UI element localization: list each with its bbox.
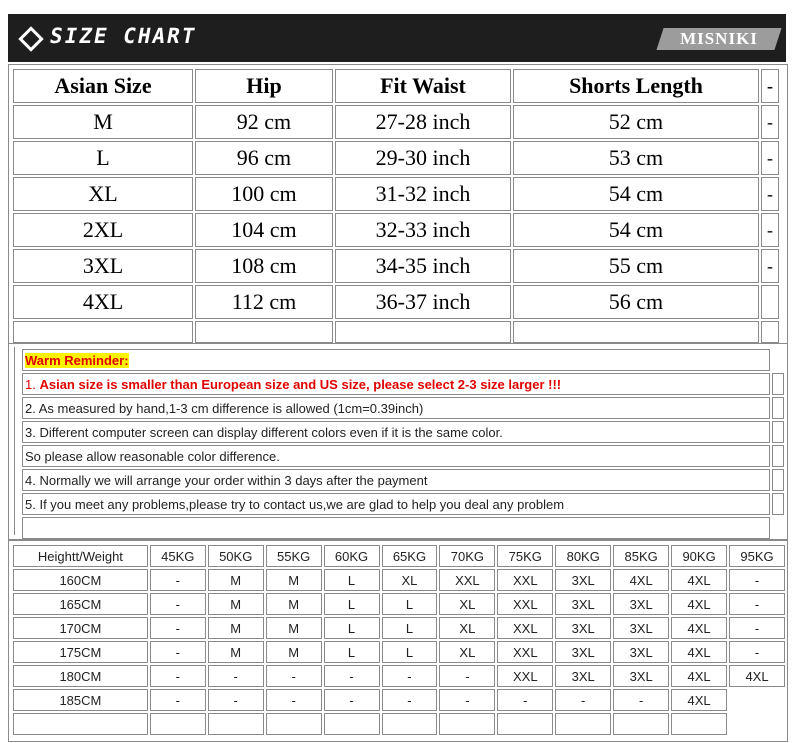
hw-cell: M (266, 617, 322, 639)
empty-cell (772, 445, 784, 467)
size-table-row (13, 285, 779, 319)
hip-cell: 92 cm (195, 105, 333, 139)
reminder-table (20, 347, 786, 541)
header-cell: Fit Waist (335, 69, 511, 103)
empty-cell (772, 517, 784, 539)
hw-cell: 4XL (671, 665, 727, 687)
hw-header-cell: 90KG (671, 545, 727, 567)
hw-cell: XXL (497, 569, 553, 591)
hw-cell: 4XL (671, 689, 727, 711)
empty-cell (13, 713, 148, 735)
hw-cell: - (382, 689, 438, 711)
hw-row (13, 641, 785, 663)
hip-cell: 100 cm (195, 177, 333, 211)
size-chart-header (8, 14, 786, 62)
size-table-header-row (13, 69, 779, 103)
hw-header-cell: 65KG (382, 545, 438, 567)
hw-cell: XL (439, 641, 495, 663)
hw-cell: - (729, 617, 785, 639)
reminder-row (22, 445, 784, 467)
hw-cell: XL (439, 593, 495, 615)
reminder-line: 5. If you meet any problems,please try to contact us,we are glad to help you deal any problem (22, 493, 770, 515)
hw-header-cell: 70KG (439, 545, 495, 567)
empty-cell (208, 713, 264, 735)
hw-header-cell: 60KG (324, 545, 380, 567)
reminder-row (22, 349, 784, 371)
empty-cell (150, 713, 206, 735)
hw-empty-row (13, 713, 785, 735)
extra-cell: - (761, 177, 779, 211)
size-table-row (13, 249, 779, 283)
hw-cell: - (266, 665, 322, 687)
waist-cell: 32-33 inch (335, 213, 511, 247)
extra-cell: - (761, 141, 779, 175)
hw-cell: - (150, 593, 206, 615)
hw-height-cell: 170CM (13, 617, 148, 639)
hw-cell: - (439, 689, 495, 711)
empty-cell (772, 373, 784, 395)
empty-cell (772, 397, 784, 419)
header-title: SIZE CHART (47, 24, 199, 48)
empty-cell (772, 493, 784, 515)
size-table-frame (8, 64, 788, 344)
hw-cell: - (382, 665, 438, 687)
hw-cell (729, 689, 785, 711)
hw-cell: - (555, 689, 611, 711)
hw-cell: XL (439, 617, 495, 639)
hw-cell: 3XL (613, 665, 669, 687)
hw-cell: XXL (497, 617, 553, 639)
empty-cell (555, 713, 611, 735)
hw-cell: L (324, 593, 380, 615)
hw-height-cell: 180CM (13, 665, 148, 687)
hw-header-cell: 45KG (150, 545, 206, 567)
reminder-row (22, 469, 784, 491)
size-table-row (13, 105, 779, 139)
length-cell: 54 cm (513, 177, 759, 211)
hw-row (13, 665, 785, 687)
hw-cell: - (150, 689, 206, 711)
reminder-title-cell (22, 349, 770, 371)
hw-cell: 4XL (671, 617, 727, 639)
hw-cell: 3XL (613, 617, 669, 639)
empty-cell (13, 321, 193, 343)
hw-row (13, 593, 785, 615)
hw-cell: - (729, 641, 785, 663)
hw-header-cell: 55KG (266, 545, 322, 567)
waist-cell: 36-37 inch (335, 285, 511, 319)
reminder-row (22, 397, 784, 419)
hw-cell: - (208, 689, 264, 711)
hw-cell: 3XL (555, 593, 611, 615)
empty-cell (772, 349, 784, 371)
hw-header-cell: 85KG (613, 545, 669, 567)
height-weight-frame (8, 540, 788, 742)
empty-cell (772, 469, 784, 491)
hw-header-cell: 80KG (555, 545, 611, 567)
empty-cell (671, 713, 727, 735)
hw-height-cell: 185CM (13, 689, 148, 711)
hw-cell: 4XL (729, 665, 785, 687)
size-table-row (13, 213, 779, 247)
hw-cell: L (324, 617, 380, 639)
hw-cell: 3XL (555, 641, 611, 663)
hip-cell: 104 cm (195, 213, 333, 247)
size-cell: M (13, 105, 193, 139)
hw-cell: L (324, 569, 380, 591)
hw-cell: XXL (439, 569, 495, 591)
hw-header-cell: 50KG (208, 545, 264, 567)
hw-cell: - (729, 593, 785, 615)
hw-cell: L (382, 641, 438, 663)
hw-cell: 4XL (671, 593, 727, 615)
header-cell: Asian Size (13, 69, 193, 103)
reminder-row (22, 421, 784, 443)
length-cell: 56 cm (513, 285, 759, 319)
brand-badge (656, 28, 781, 50)
hw-row (13, 569, 785, 591)
length-cell: 55 cm (513, 249, 759, 283)
hw-cell: 3XL (555, 665, 611, 687)
waist-cell: 27-28 inch (335, 105, 511, 139)
size-cell: 3XL (13, 249, 193, 283)
hw-cell: 3XL (555, 569, 611, 591)
empty-cell (613, 713, 669, 735)
reminder-line: 3. Different computer screen can display different colors even if it is the same color. (22, 421, 770, 443)
hw-row (13, 689, 785, 711)
hw-height-cell: 165CM (13, 593, 148, 615)
hw-cell: - (150, 665, 206, 687)
hw-cell: 4XL (613, 569, 669, 591)
size-cell: 4XL (13, 285, 193, 319)
hw-cell: - (439, 665, 495, 687)
hw-cell: M (266, 569, 322, 591)
brand-name: MISNIKI (680, 29, 758, 48)
empty-cell (22, 517, 770, 539)
reminder-frame (8, 343, 788, 540)
reminder-line: So please allow reasonable color difference. (22, 445, 770, 467)
empty-cell (497, 713, 553, 735)
hw-cell: L (382, 593, 438, 615)
header-cell: Hip (195, 69, 333, 103)
header-cell: - (761, 69, 779, 103)
reminder-row (22, 373, 784, 395)
hw-height-cell: 160CM (13, 569, 148, 591)
reminder-row (22, 493, 784, 515)
hip-cell: 96 cm (195, 141, 333, 175)
hw-cell: XXL (497, 641, 553, 663)
empty-cell (772, 421, 784, 443)
hw-cell: M (208, 617, 264, 639)
empty-cell (761, 321, 779, 343)
waist-cell: 34-35 inch (335, 249, 511, 283)
length-cell: 53 cm (513, 141, 759, 175)
reminder-line-prefix: 1. (25, 376, 40, 392)
hw-cell: XL (382, 569, 438, 591)
header-cell: Shorts Length (513, 69, 759, 103)
waist-cell: 29-30 inch (335, 141, 511, 175)
hw-cell: XXL (497, 593, 553, 615)
length-cell: 52 cm (513, 105, 759, 139)
hw-cell: 4XL (671, 641, 727, 663)
hw-cell: XXL (497, 665, 553, 687)
size-table-row (13, 141, 779, 175)
length-cell: 54 cm (513, 213, 759, 247)
reminder-line: 4. Normally we will arrange your order within 3 days after the payment (22, 469, 770, 491)
hw-cell: - (324, 689, 380, 711)
hw-cell: M (208, 569, 264, 591)
empty-cell (266, 713, 322, 735)
empty-cell (335, 321, 511, 343)
empty-cell (513, 321, 759, 343)
hw-cell: - (324, 665, 380, 687)
extra-cell: - (761, 249, 779, 283)
waist-cell: 31-32 inch (335, 177, 511, 211)
size-cell: L (13, 141, 193, 175)
hw-cell: L (324, 641, 380, 663)
hw-cell: 3XL (555, 617, 611, 639)
size-table-empty-row (13, 321, 779, 343)
hw-header-cell: Heightt/Weight (13, 545, 148, 567)
hw-cell: - (497, 689, 553, 711)
empty-cell (324, 713, 380, 735)
hw-row (13, 617, 785, 639)
empty-cell (439, 713, 495, 735)
empty-cell (729, 713, 785, 735)
size-table (11, 67, 781, 345)
hw-cell: - (613, 689, 669, 711)
hip-cell: 112 cm (195, 285, 333, 319)
extra-cell (761, 285, 779, 319)
hw-cell: 3XL (613, 593, 669, 615)
hw-cell: - (729, 569, 785, 591)
reminder-line (22, 373, 770, 395)
hw-header-row (13, 545, 785, 567)
hw-cell: - (266, 689, 322, 711)
hip-cell: 108 cm (195, 249, 333, 283)
height-weight-table (11, 543, 787, 737)
empty-cell (382, 713, 438, 735)
size-cell: XL (13, 177, 193, 211)
reminder-divider (14, 347, 16, 535)
hw-cell: M (208, 641, 264, 663)
extra-cell: - (761, 213, 779, 247)
hw-height-cell: 175CM (13, 641, 148, 663)
extra-cell: - (761, 105, 779, 139)
reminder-line-warning: Asian size is smaller than European size and US size, please select 2-3 size larger !!! (39, 376, 562, 392)
hw-header-cell: 75KG (497, 545, 553, 567)
reminder-title: Warm Reminder: (25, 352, 129, 368)
hw-cell: 3XL (613, 641, 669, 663)
empty-cell (195, 321, 333, 343)
size-cell: 2XL (13, 213, 193, 247)
size-table-row (13, 177, 779, 211)
hw-cell: - (150, 641, 206, 663)
hw-cell: 4XL (671, 569, 727, 591)
diamond-icon (18, 26, 43, 51)
hw-cell: M (208, 593, 264, 615)
hw-header-cell: 95KG (729, 545, 785, 567)
reminder-line: 2. As measured by hand,1-3 cm difference is allowed (1cm=0.39inch) (22, 397, 770, 419)
reminder-row (22, 517, 784, 539)
hw-cell: - (150, 569, 206, 591)
hw-cell: L (382, 617, 438, 639)
hw-cell: - (150, 617, 206, 639)
hw-cell: M (266, 641, 322, 663)
hw-cell: M (266, 593, 322, 615)
hw-cell: - (208, 665, 264, 687)
